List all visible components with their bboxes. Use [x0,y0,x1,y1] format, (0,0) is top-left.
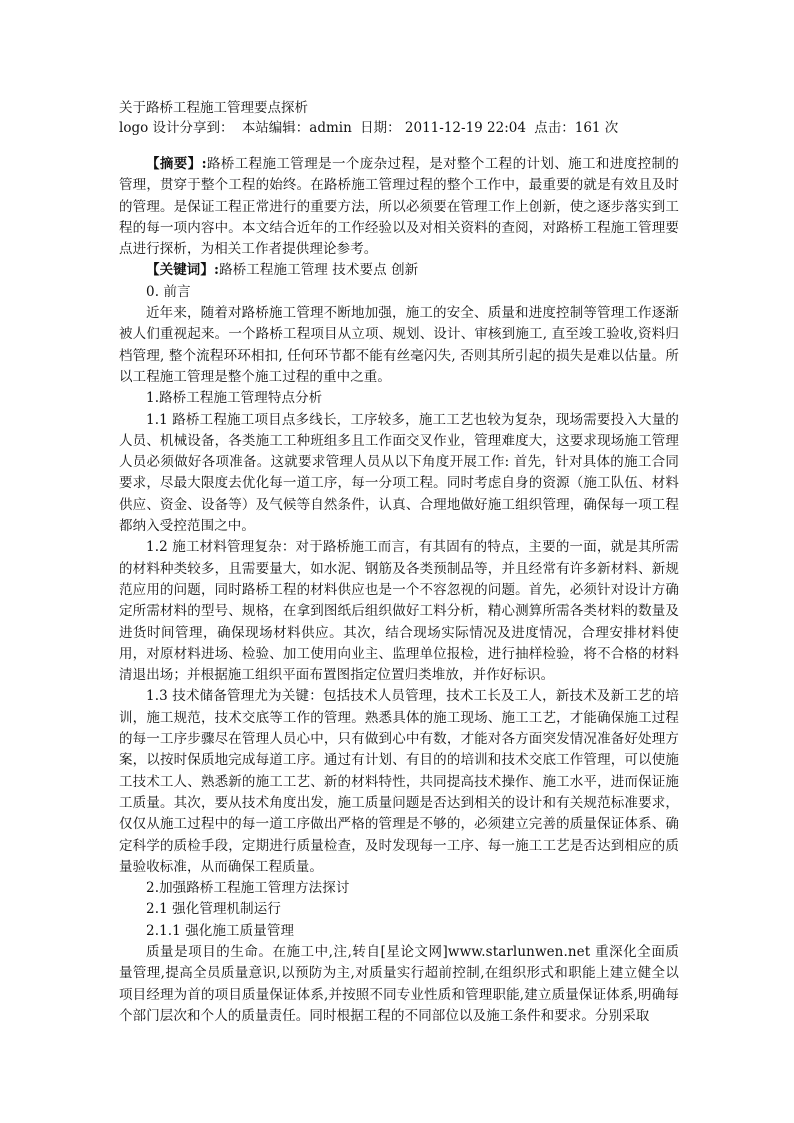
keywords-text: 路桥工程施工管理 技术要点 创新 [219,262,419,279]
section-0-heading: 0. 前言 [146,283,191,300]
abstract-paragraph [119,154,679,260]
document-page [119,98,679,1027]
section-1-2-paragraph: 1.2 施工材料管理复杂：对于路桥施工而言，有其固有的特点，主要的一面，就是其所需的材料种类较多，且需要量大，如水泥、钢筋及各类预制品等，并且经常有许多新材料、新规范应用的问题，同时路桥工程的材料供应也是一个不容忽视的问题。首先，必须针对设计方确定所需材料的型号、规格，在拿到图纸后组织做好工料分析，精心测算所需各类材料的数量及进货时间管理，确保现场材料供应。其次，结合现场实际情况及进度情况，合理安排材料使用，对原材料进场、检验、加工使用向业主、监理单位报检，进行抽样检验，将不合格的材料清退出场；并根据施工组织平面布置图指定位置归类堆放，并作好标识。 [119,539,679,684]
abstract-text: 路桥工程施工管理是一个庞杂过程，是对整个工程的计划、施工和进度控制的管理，贯穿于整个工程的始终。在路桥施工管理过程的整个工作中，最重要的就是有效且及时的管理。是保证工程正常进行的重要方法，所以必须要在管理工作上创新，使之逐步落实到工程的每一项内容中。本文结合近年的工作经验以及对相关资料的查阅，对路桥工程施工管理要点进行探析，为相关工作者提供理论参考。 [119,156,679,258]
document-body [119,154,679,1027]
date-label: 日期： 2011-12-19 22:04 [360,120,526,136]
section-2-1-heading: 2.1 强化管理机制运行 [146,901,281,918]
document-title: 关于路桥工程施工管理要点探析 [119,100,308,116]
section-0-paragraph: 近年来，随着对路桥施工管理不断地加强，施工的安全、质量和进度控制等管理工作逐渐被人们重视起来。一个路桥工程项目从立项、规划、设计、审核到施工, 直至竣工验收,资料归档管理, 整个流程环环相扣, 任何环节都不能有丝毫闪失, 否则其所引起的损失是难以估量。所以工程施工管理是整个施工过程的重中之重。 [119,305,679,385]
keywords-label: 【关键词】: [146,262,220,279]
editor-label: 本站编辑：admin [241,120,352,136]
section-2-heading: 2.加强路桥工程施工管理方法探讨 [146,880,350,897]
section-1-1-paragraph: 1.1 路桥工程施工项目点多线长，工序较多，施工工艺也较为复杂，现场需要投入大量的人员、机械设备，各类施工工种班组多且工作面交叉作业，管理难度大，这要求现场施工管理人员必须做好各项准备。这就要求管理人员从以下角度开展工作: 首先，针对具体的施工合同要求，尽最大限度去优化每一道工序，每一分项工程。同时考虑自身的资源（施工队伍、材料供应、资金、设备等）及气候等自然条件，认真、合理地做好施工组织管理，确保每一项工程都纳入受控范围之中。 [119,411,679,535]
clicks-label: 点击：161 次 [534,120,619,136]
section-2-1-1-heading: 2.1.1 强化施工质量管理 [146,922,295,939]
keywords-paragraph [119,260,679,281]
share-label: logo 设计分享到： [119,120,234,136]
section-1-3-paragraph: 1.3 技术储备管理尤为关键：包括技术人员管理，技术工长及工人，新技术及新工艺的培训，施工规范，技术交底等工作的管理。熟悉具体的施工现场、施工工艺，才能确保施工过程的每一工序步骤尽在管理人员心中，只有做到心中有数，才能对各方面突发情况准备好处理方案，以按时保质地完成每道工序。通过有计划、有目的的培训和技术交底工作管理，可以使施工技术工人、熟悉新的施工工艺、新的材料特性，共同提高技术操作、施工水平，进而保证施工质量。其次，要从技术角度出发，施工质量问题是否达到相关的设计和有关规范标准要求，仅仅从施工过程中的每一道工序做出严格的管理是不够的，必须建立完善的质量保证体系、确定科学的质检手段，定期进行质量检查，及时发现每一工序、每一施工工艺是否达到相应的质量验收标准，从而确保工程质量。 [119,688,679,875]
abstract-label: 【摘要】: [146,156,207,172]
document-meta [119,118,679,138]
section-1-heading: 1.路桥工程施工管理特点分析 [146,390,323,407]
section-2-1-1-paragraph: 质量是项目的生命。在施工中,注,转自[星论文网]www.starlunwen.net 重深化全面质量管理,提高全员质量意识,以预防为主,对质量实行超前控制,在组织形式和职能上建立健全以项目经理为首的项目质量保证体系,并按照不同专业性质和管理职能,建立质量保证体系,明确每个部门层次和个人的质量责任。同时根据工程的不同部位以及施工条件和要求。分别采取 [119,943,679,1024]
